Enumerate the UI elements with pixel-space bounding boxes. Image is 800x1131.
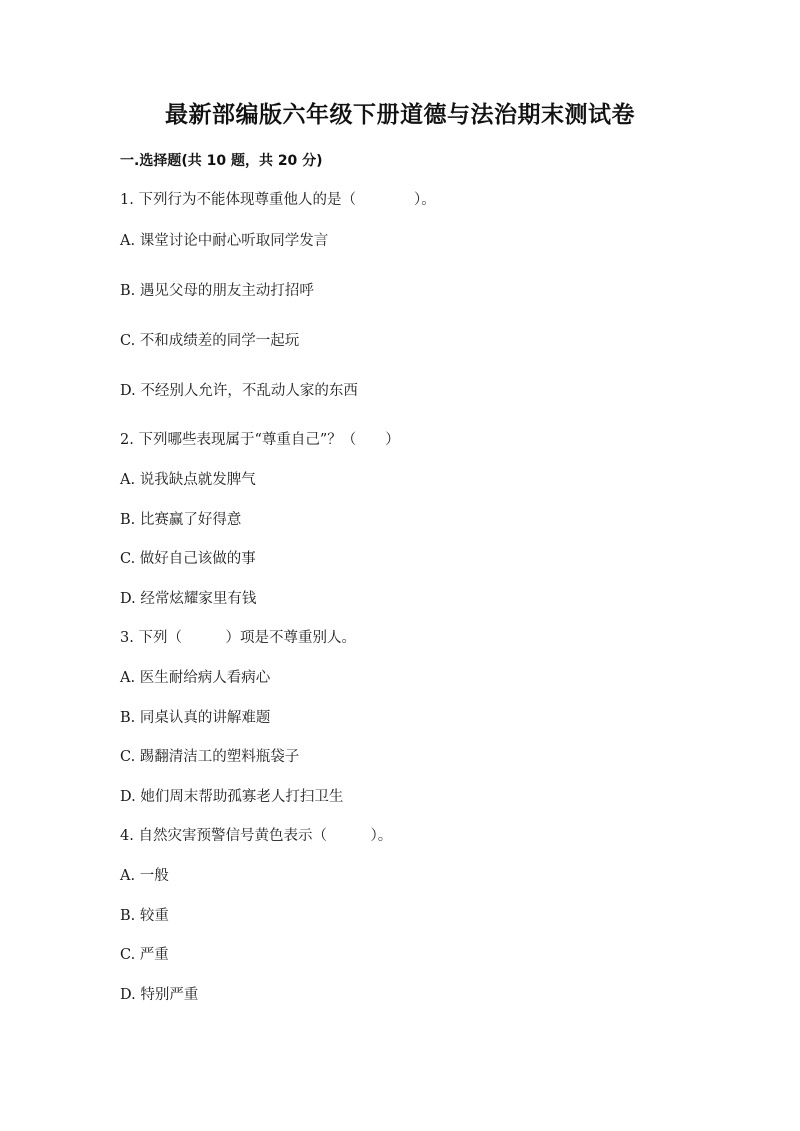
question-stem-2: 2. 下列哪些表现属于“尊重自己”？（ ） (120, 432, 400, 448)
option-2-a: A. 说我缺点就发脾气 (120, 472, 256, 488)
option-4-a: A. 一般 (120, 868, 169, 884)
option-1-b: B. 遇见父母的朋友主动打招呼 (120, 283, 314, 299)
option-2-b: B. 比赛赢了好得意 (120, 512, 242, 528)
option-1-c: C. 不和成绩差的同学一起玩 (120, 333, 300, 349)
page-title: 最新部编版六年级下册道德与法治期末测试卷 (165, 101, 635, 128)
option-3-c: C. 踢翻清洁工的塑料瓶袋子 (120, 749, 300, 765)
option-1-a: A. 课堂讨论中耐心听取同学发言 (120, 233, 329, 249)
option-1-d: D. 不经别人允许，不乱动人家的东西 (120, 383, 358, 399)
option-4-d: D. 特别严重 (120, 987, 199, 1003)
option-2-c: C. 做好自己该做的事 (120, 551, 256, 567)
option-3-d: D. 她们周末帮助孤寡老人打扫卫生 (120, 789, 344, 805)
question-stem-1: 1. 下列行为不能体现尊重他人的是（ ）。 (120, 192, 436, 208)
option-4-b: B. 较重 (120, 908, 169, 924)
question-stem-3: 3. 下列（ ）项是不尊重别人。 (120, 630, 356, 646)
option-2-d: D. 经常炫耀家里有钱 (120, 591, 257, 607)
option-3-a: A. 医生耐给病人看病心 (120, 670, 271, 686)
question-stem-4: 4. 自然灾害预警信号黄色表示（ ）。 (120, 828, 393, 844)
option-3-b: B. 同桌认真的讲解难题 (120, 710, 271, 726)
section-heading: 一.选择题(共 10 题，共 20 分) (120, 153, 323, 169)
option-4-c: C. 严重 (120, 947, 169, 963)
